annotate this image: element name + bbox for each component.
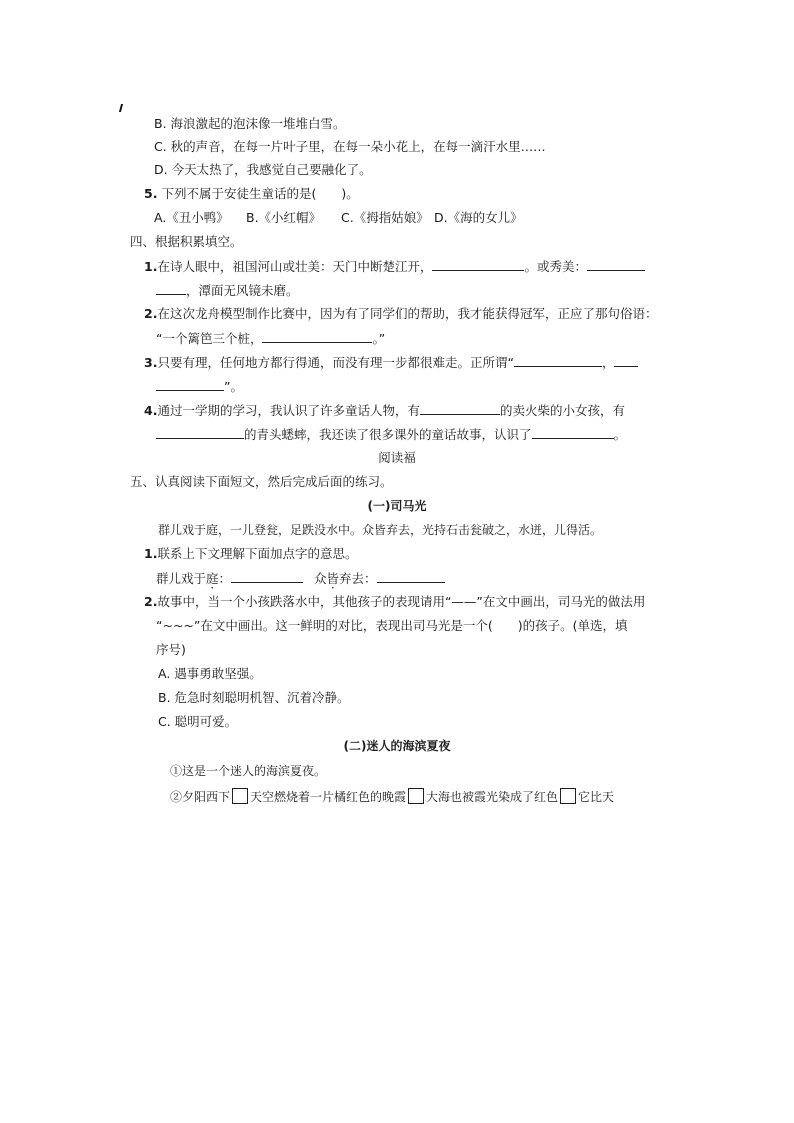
p2-s2-part-d: 它比天: [578, 790, 615, 804]
p2-s2-part-c: 大海也被霞光染成了红色: [426, 790, 559, 804]
fill-q1-text-b: 。或秀美：: [524, 259, 587, 274]
passage-1-title: (一)司马光: [367, 499, 427, 513]
fill-q4-text-c: 的青头蟋蟀，我还读了很多课外的童话故事，认识了: [244, 427, 532, 442]
fill-q2-text-b: “一个篱笆三个桩，: [156, 331, 263, 346]
fill-q3: [144, 354, 638, 371]
fill-q1-text-c: ，潭面无风镜未磨。: [186, 283, 299, 298]
fill-q3-text-a: 只要有理，任何地方都行得通，而没有理一步都很难走。正所谓“: [157, 355, 514, 370]
p1-q1-a-dotted: 庭: [206, 571, 219, 586]
p1-q1-b-post: 弃去：: [339, 571, 377, 586]
fill-q3-blank-2[interactable]: [614, 354, 638, 367]
scan-mark: [119, 104, 123, 112]
q5-question: [144, 186, 359, 202]
fill-q3-blank-1[interactable]: [514, 354, 602, 367]
p2-s2-part-a: ②夕阳西下: [170, 790, 231, 804]
fill-q1-blank-2[interactable]: [587, 258, 645, 271]
fill-q1-blank-1[interactable]: [432, 258, 524, 271]
p1-q1-item-b: [314, 570, 445, 587]
fill-q4-text-a: 通过一学期的学习，我认识了许多童话人物，有: [157, 403, 420, 418]
p1-q1-item-a: [156, 570, 303, 587]
punctuation-box-3[interactable]: [560, 788, 576, 804]
p1-q1-blank-a[interactable]: [231, 570, 303, 583]
section-4-title: 四、根据积累填空。: [130, 234, 243, 249]
fill-q3-line2: [156, 378, 243, 395]
fill-q2: [144, 306, 657, 322]
fill-q1-line2: [156, 282, 299, 299]
passage-1-text: 群儿戏于庭，一儿登瓮，足跌没水中。众皆弃去，光持石击瓮破之，水迸，儿得活。: [158, 523, 603, 537]
passage-1-q1: [144, 546, 357, 562]
p1-q1-b-pre: 众: [314, 571, 327, 586]
fill-q2-text-a: 在这次龙舟模型制作比赛中，因为有了同学们的帮助，我才能获得冠军，正应了那句俗语：: [157, 306, 658, 321]
fill-q2-number: 2.: [144, 306, 158, 321]
p1-q1-number: 1.: [144, 546, 158, 561]
p1-q2-number: 2.: [144, 594, 158, 609]
p1-q2-line3: 序号): [156, 642, 186, 657]
fill-q1-number: 1.: [144, 259, 158, 274]
passage-2-sentence-1: ①这是一个迷人的海滨夏夜。: [170, 764, 327, 778]
fill-q4-blank-1[interactable]: [420, 402, 500, 415]
fill-q2-line2: [156, 330, 385, 347]
fill-q4-line2: [156, 426, 626, 443]
q5-text: 下列不属于安徒生童话的是( )。: [161, 186, 359, 201]
p2-s2-part-b: 天空燃烧着一片橘红色的晚霞: [250, 790, 407, 804]
q5-option-d: D.《海的女儿》: [434, 210, 523, 225]
fill-q4: [144, 402, 625, 419]
passage-2-title: (二)迷人的海滨夏夜: [343, 739, 451, 753]
fill-q4-text-b: 的卖火柴的小女孩，有: [499, 403, 625, 418]
q4-option-d: D. 今天太热了，我感觉自己要融化了。: [154, 162, 372, 177]
q4-option-b: B. 海浪激起的泡沫像一堆堆白雪。: [154, 116, 346, 131]
q5-option-b: B.《小红帽》: [246, 210, 322, 225]
fill-q3-text-c: ”。: [224, 379, 243, 394]
section-5-title: 五、认真阅读下面短文，然后完成后面的练习。: [130, 474, 393, 489]
fill-q1-text-a: 在诗人眼中，祖国河山或壮美：天门中断楚江开，: [157, 259, 433, 274]
fill-q4-blank-3[interactable]: [532, 426, 614, 439]
fill-q2-blank[interactable]: [262, 330, 372, 343]
passage-2-sentence-2: [170, 788, 614, 805]
fill-q3-blank-3[interactable]: [156, 378, 224, 391]
p1-q1-a-post: ：: [218, 571, 232, 586]
p1-q1-text: 联系上下文理解下面加点字的意思。: [157, 546, 358, 561]
p1-q2-option-c: C. 聪明可爱。: [158, 714, 238, 729]
p1-q2-line2: “~~~”在文中画出。这一鲜明的对比，表现出司马光是一个( )的孩子。(单选，填: [156, 618, 628, 633]
fill-q2-text-c: 。”: [372, 331, 386, 346]
p1-q1-blank-b[interactable]: [377, 570, 445, 583]
q5-option-a: A.《丑小鸭》: [154, 210, 229, 225]
punctuation-box-2[interactable]: [408, 788, 424, 804]
q5-number: 5.: [144, 186, 158, 201]
q4-option-c: C. 秋的声音，在每一片叶子里，在每一朵小花上，在每一滴汗水里……: [154, 139, 546, 154]
passage-1-q2: [144, 594, 645, 610]
fill-q4-blank-2[interactable]: [156, 426, 244, 439]
p1-q2-option-b: B. 危急时刻聪明机智、沉着冷静。: [158, 690, 350, 705]
p1-q1-b-dotted: 皆: [326, 571, 340, 586]
q5-option-c: C.《拇指姑娘》: [341, 210, 429, 225]
fill-q3-number: 3.: [144, 355, 158, 370]
fill-q1-blank-3[interactable]: [156, 282, 186, 295]
punctuation-box-1[interactable]: [232, 788, 248, 804]
fill-q4-number: 4.: [144, 403, 158, 418]
p1-q2-line1: 故事中，当一个小孩跌落水中，其他孩子的表现请用“——”在文中画出，司马光的做法用: [157, 594, 646, 609]
fill-q3-text-b: ，: [601, 355, 615, 370]
fill-q1: [144, 258, 645, 275]
p1-q1-a-pre: 群儿戏于: [156, 571, 207, 586]
fill-q4-text-d: 。: [613, 427, 627, 442]
reading-heading: 阅读褔: [378, 450, 416, 465]
p1-q2-option-a: A. 遇事勇敢坚强。: [158, 666, 262, 681]
